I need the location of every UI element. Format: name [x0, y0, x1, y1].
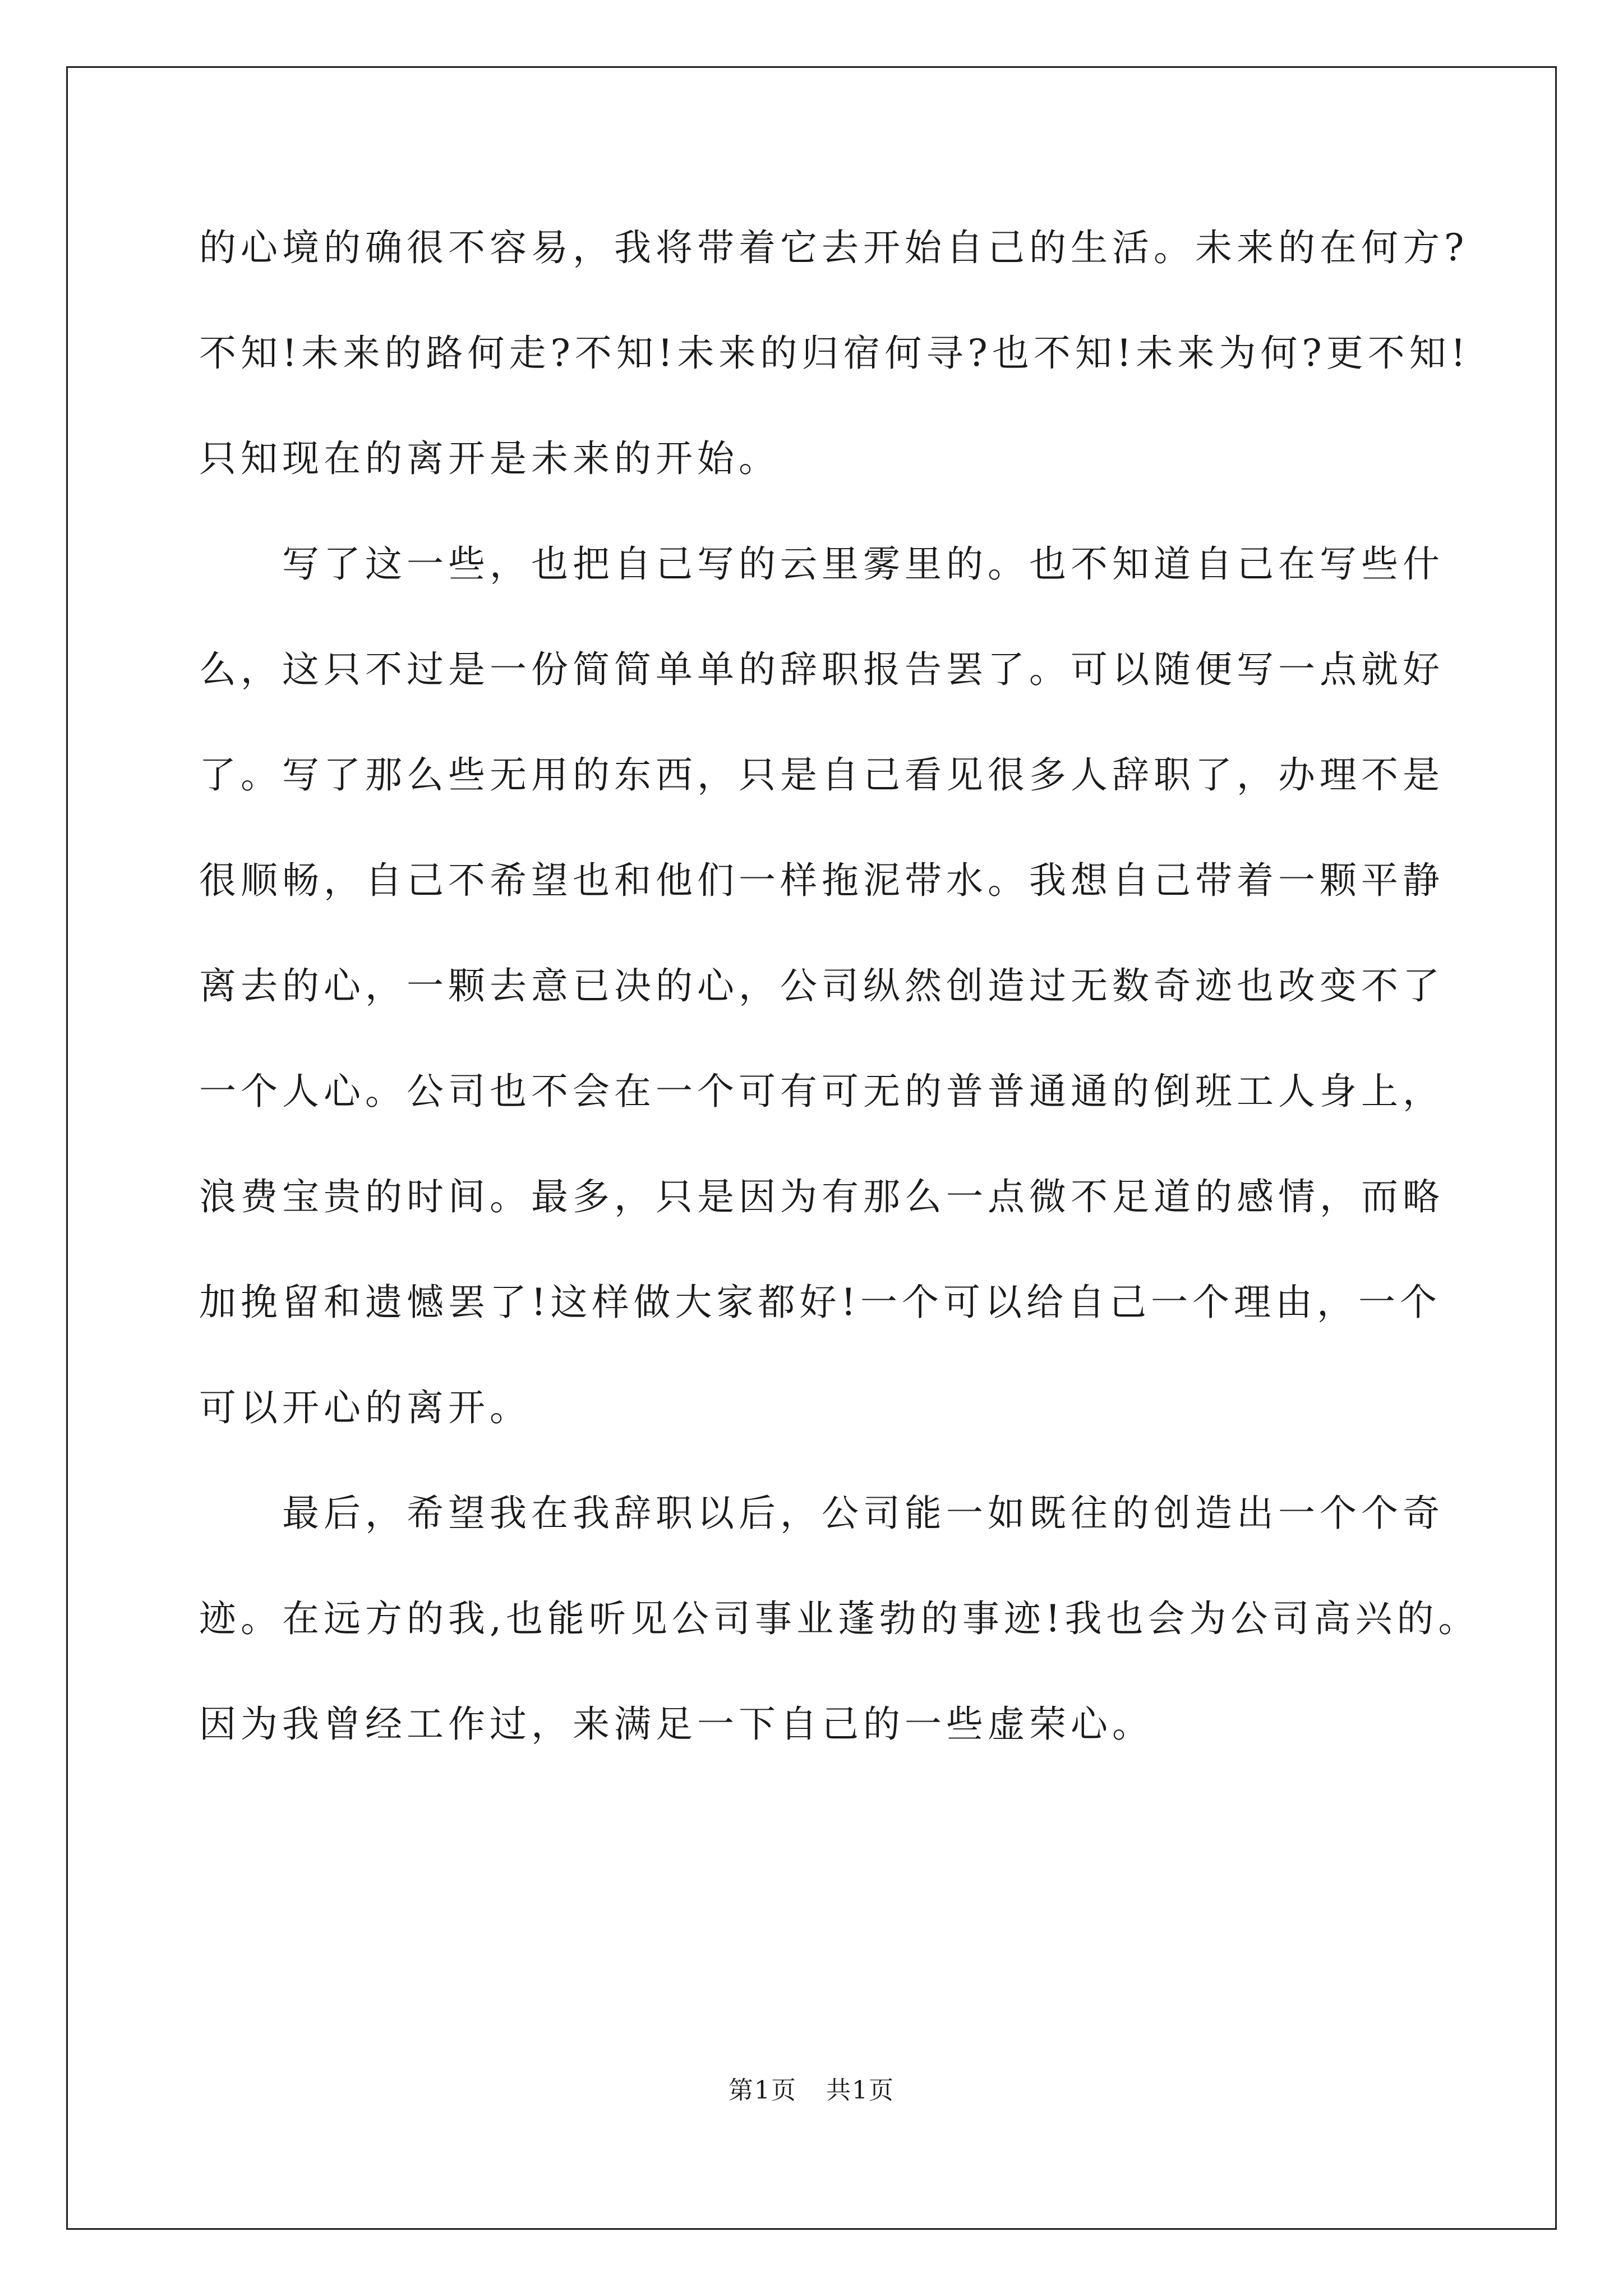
text-line: 么，这只不过是一份简简单单的辞职报告罢了。可以随便写一点就好 [199, 648, 1444, 691]
text-line: 离去的心，一颗去意已决的心，公司纵然创造过无数奇迹也改变不了 [199, 964, 1444, 1007]
page-total: 共1页 [826, 2076, 895, 2105]
text-line: 的心境的确很不容易，我将带着它去开始自己的生活。未来的在何方? [199, 226, 1469, 269]
paragraph-2 [199, 525, 1450, 1474]
paragraph-1 [199, 209, 1470, 525]
text-line: 因为我曾经工作过，来满足一下自己的一些虚荣心。 [199, 1703, 1154, 1746]
text-line: 可以开心的离开。 [199, 1386, 531, 1429]
text-line: 很顺畅，自己不希望也和他们一样拖泥带水。我想自己带着一颗平静 [199, 859, 1444, 902]
page-footer [0, 2070, 1623, 2106]
text-line: 只知现在的离开是未来的开始。 [199, 437, 780, 480]
text-line: 不知!未来的路何走?不知!未来的归宿何寻?也不知!未来为何?更不知! [199, 332, 1470, 375]
text-line: 写了这一些，也把自己写的云里雾里的。也不知道自己在写些什 [199, 542, 1444, 586]
text-line: 迹。在远方的我,也能听见公司事业蓬勃的事迹!我也会为公司高兴的。 [199, 1597, 1480, 1640]
text-line: 浪费宝贵的时间。最多，只是因为有那么一点微不足道的感情，而略 [199, 1175, 1444, 1218]
paragraph-3 [199, 1474, 1480, 1791]
text-line: 了。写了那么些无用的东西，只是自己看见很多人辞职了，办理不是 [199, 753, 1444, 797]
text-line: 最后，希望我在我辞职以后，公司能一如既往的创造出一个个奇 [199, 1492, 1444, 1535]
text-line: 加挽留和遗憾罢了!这样做大家都好!一个可以给自己一个理由，一个 [199, 1281, 1442, 1324]
page-current: 第1页 [728, 2076, 797, 2105]
text-line: 一个人心。公司也不会在一个可有可无的普普通通的倒班工人身上， [199, 1070, 1444, 1113]
document-body [199, 209, 1480, 1791]
